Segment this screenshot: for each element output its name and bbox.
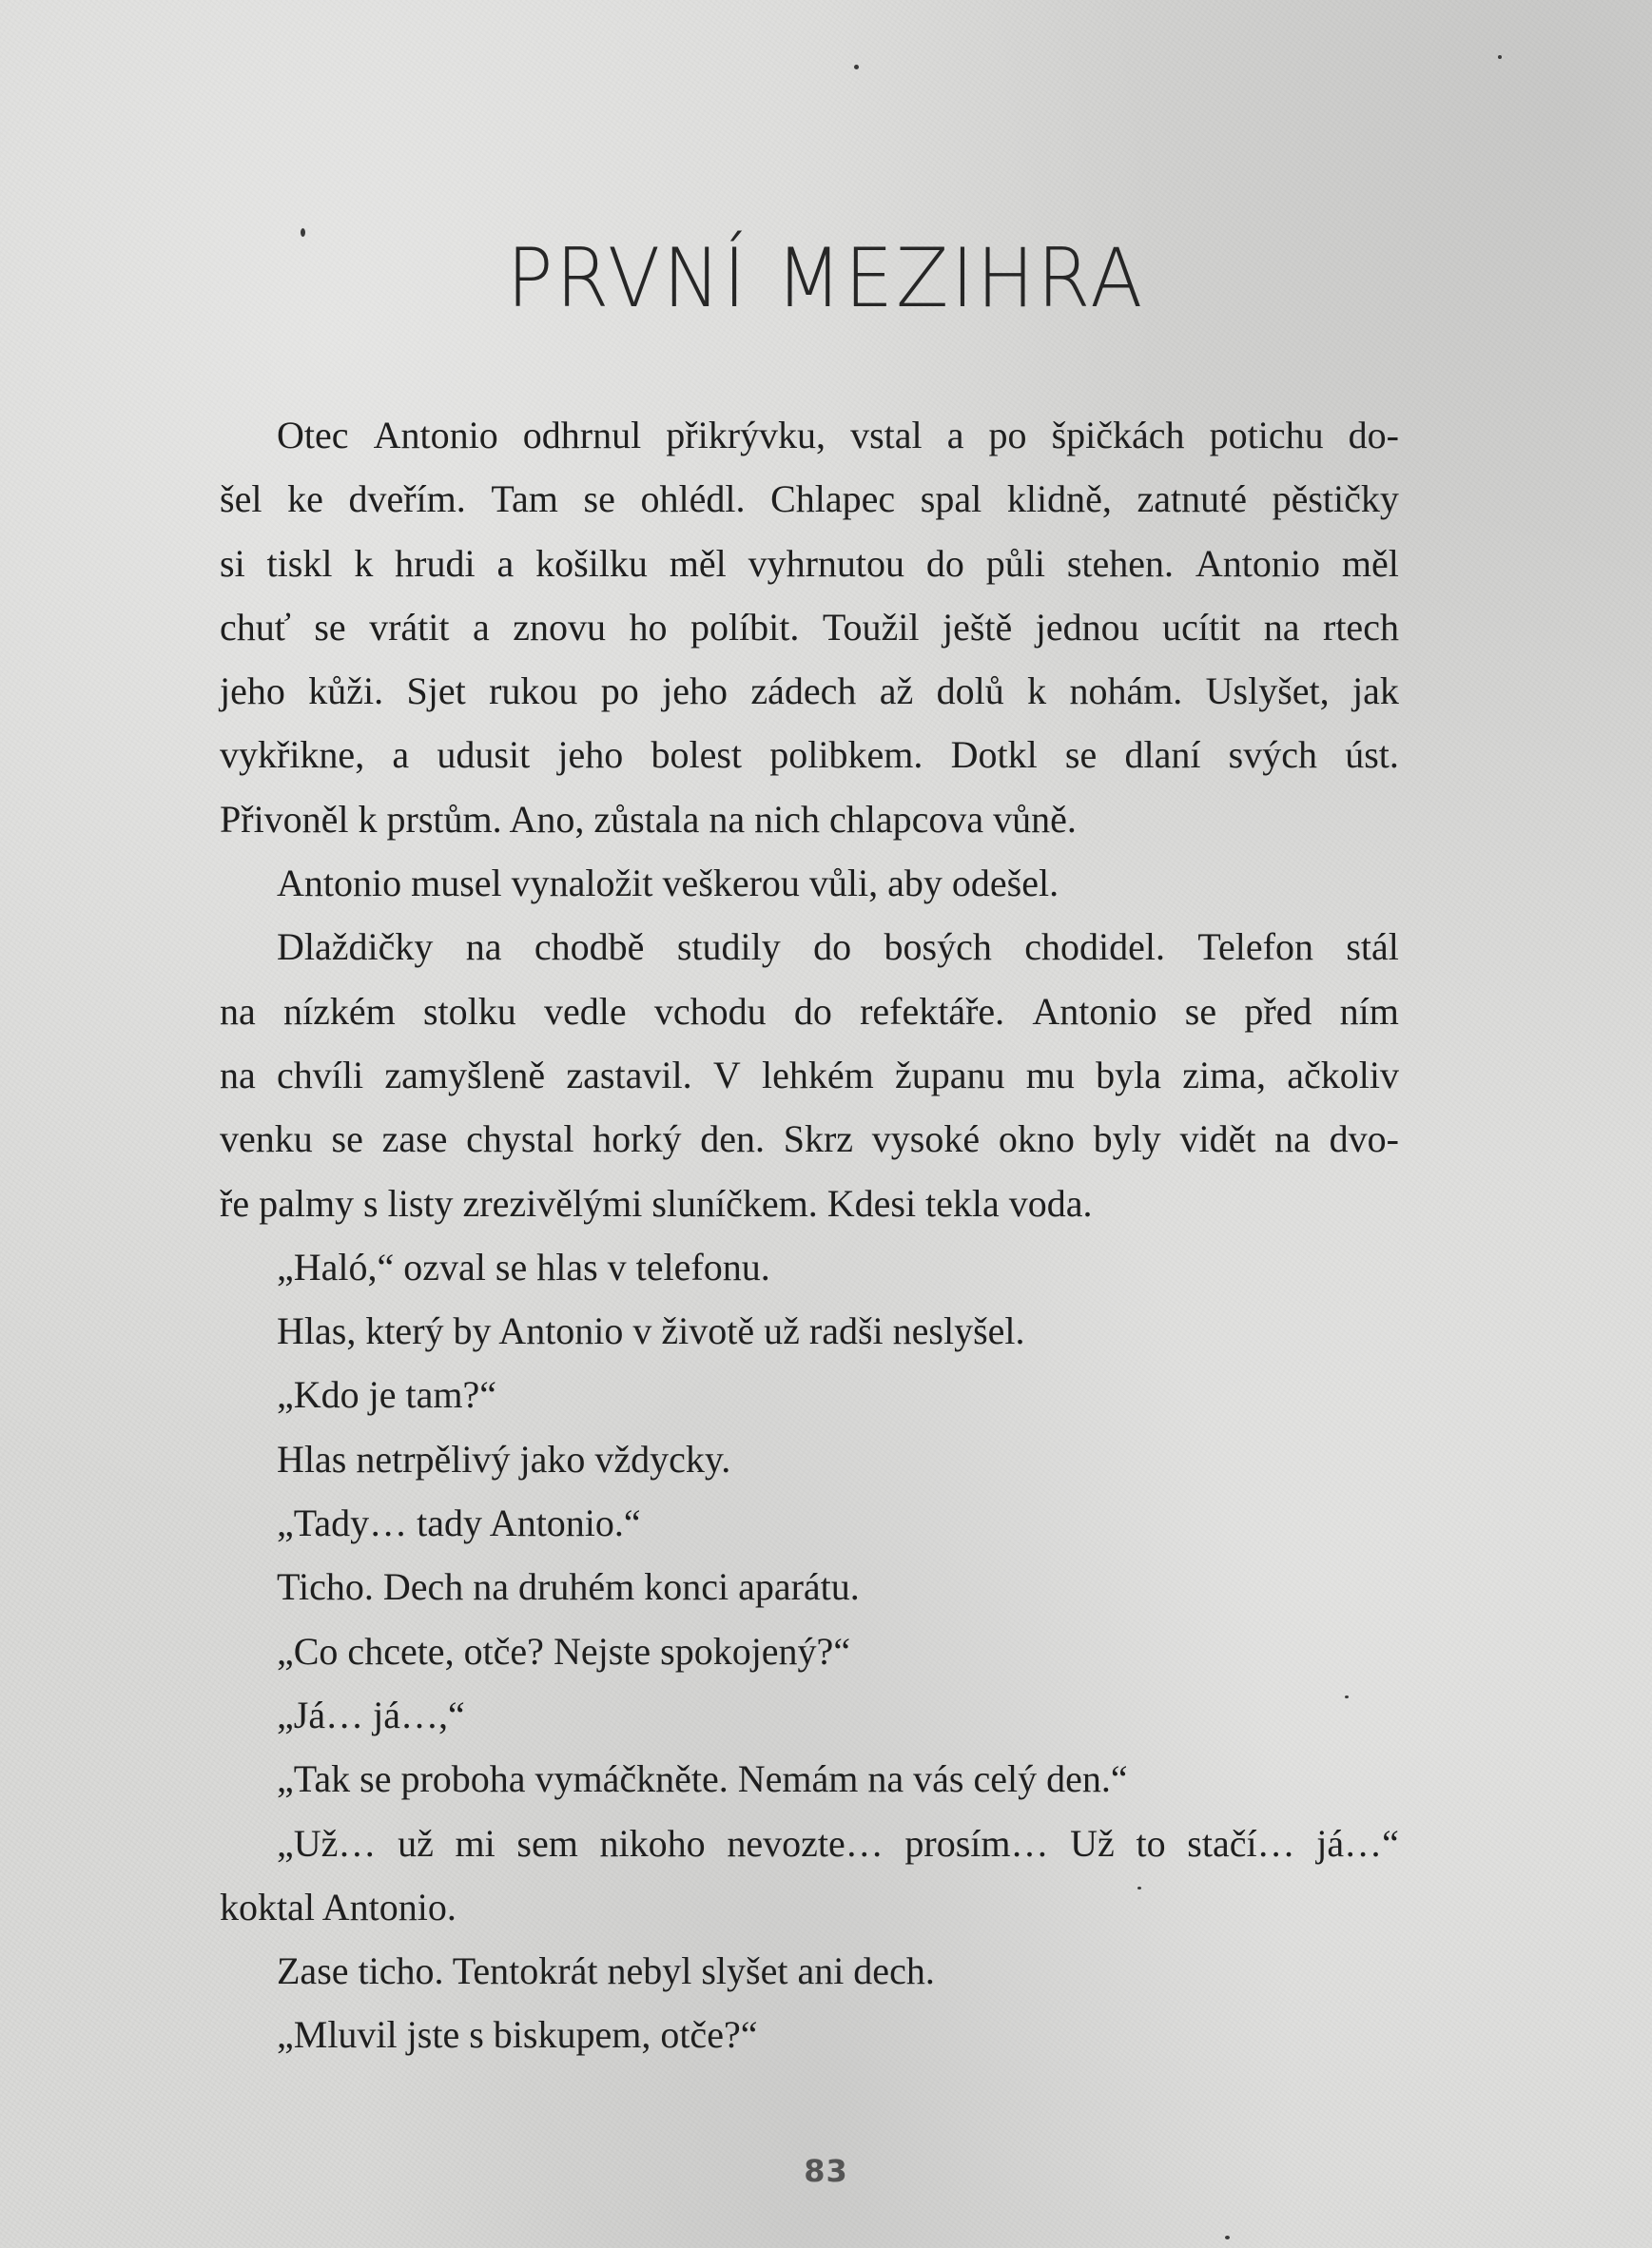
text-line: Hlas netrpělivý jako vždycky. <box>277 1437 731 1481</box>
paper-speck <box>1498 55 1502 59</box>
text-line: Antonio musel vynaložit veškerou vůli, aby odešel. <box>277 862 1059 905</box>
text-line: „Co chcete, otče? Nejste spokojený?“ <box>277 1629 851 1673</box>
text-line: na chvíli zamyšleně zastavil. V lehkém županu mu byla zima, ačkoliv <box>220 1053 1399 1096</box>
text-line: Přivoněl k prstům. Ano, zůstala na nich chlapcova vůně. <box>220 797 1077 841</box>
text-line: „Já… já…,“ <box>277 1693 465 1736</box>
body-text <box>220 403 1399 2067</box>
text-line: „Haló,“ ozval se hlas v telefonu. <box>277 1245 770 1289</box>
text-line: „Mluvil jste s biskupem, otče?“ <box>277 2013 758 2057</box>
text-line: šel ke dveřím. Tam se ohlédl. Chlapec spal klidně, zatnuté pěstičky <box>220 477 1399 521</box>
page-number: 83 <box>804 2153 848 2189</box>
text-line: koktal Antonio. <box>220 1885 457 1928</box>
text-line: Ticho. Dech na druhém konci aparátu. <box>277 1565 860 1609</box>
text-line: „Tak se proboha vymáčkněte. Nemám na vás celý den.“ <box>277 1757 1128 1801</box>
paper-speck <box>1225 2236 1230 2239</box>
text-line: si tiskl k hrudi a košilku měl vyhrnutou do půli stehen. Antonio měl <box>220 541 1399 585</box>
text-line: „Kdo je tam?“ <box>277 1373 496 1417</box>
text-line: „Tady… tady Antonio.“ <box>277 1502 641 1545</box>
text-line: jeho kůži. Sjet rukou po jeho zádech až dolů k nohám. Uslyšet, jak <box>220 669 1399 713</box>
text-line: Dlaždičky na chodbě studily do bosých chodidel. Telefon stál <box>277 925 1399 969</box>
text-line: venku se zase chystal horký den. Skrz vysoké okno byly vidět na dvo- <box>220 1117 1399 1161</box>
text-line: „Už… už mi sem nikoho nevozte… prosím… Už to stačí… já…“ <box>277 1821 1399 1865</box>
text-line: na nízkém stolku vedle vchodu do refektáře. Antonio se před ním <box>220 989 1399 1033</box>
paper-speck <box>301 228 305 237</box>
text-line: chuť se vrátit a znovu ho políbit. Toužil ještě jednou ucítit na rtech <box>220 605 1399 649</box>
text-line: vykřikne, a udusit jeho bolest polibkem. Dotkl se dlaní svých úst. <box>220 733 1399 777</box>
text-line: ře palmy s listy zrezivělými sluníčkem. Kdesi tekla voda. <box>220 1181 1093 1225</box>
chapter-title: PRVNÍ MEZIHRA <box>506 231 1146 326</box>
text-line: Zase ticho. Tentokrát nebyl slyšet ani dech. <box>277 1949 935 1993</box>
text-line: Otec Antonio odhrnul přikrývku, vstal a po špičkách potichu do- <box>277 414 1399 456</box>
text-line: Hlas, který by Antonio v životě už radši neslyšel. <box>277 1309 1025 1353</box>
paper-speck <box>854 65 859 69</box>
